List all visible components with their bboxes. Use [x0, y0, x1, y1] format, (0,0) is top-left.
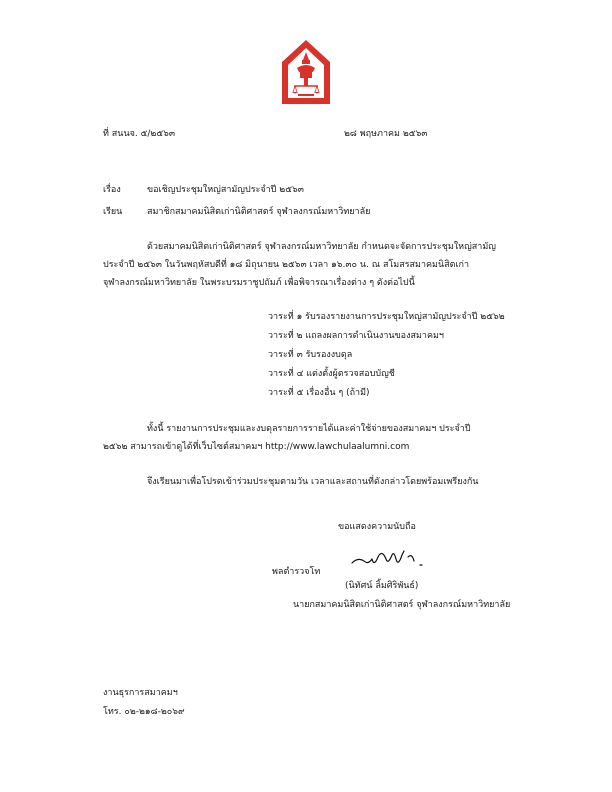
subject-text: ขอเชิญประชุมใหญ่สามัญประจำปี ๒๕๖๓ [147, 185, 304, 195]
reference-number: ที่ สนนจ. ๕/๒๕๖๓ [103, 129, 176, 139]
signer-name: (นิทัศน์ ลิ้มศิริพันธ์) [345, 581, 419, 591]
recipient-text: สมาชิกสมาคมนิสิตเก่านิติศาสตร์ จุฬาลงกรณ์มหาวิทยาลัย [147, 207, 371, 217]
closing-text: จึงเรียนมาเพื่อโปรดเข้าร่วมประชุมตามวัน เวลาและสถานที่ดังกล่าวโดยพร้อมเพรียงกัน [147, 477, 479, 487]
note-line-1: ทั้งนี้ รายงานการประชุมและงบดุลรายการรายได้และค่าใช้จ่ายของสมาคมฯ ประจำปี [147, 424, 471, 434]
agenda-item-3: วาระที่ ๓ รับรองงบดุล [268, 350, 353, 360]
agenda-item-5: วาระที่ ๕ เรื่องอื่น ๆ (ถ้ามี) [268, 388, 370, 398]
agenda-item-2: วาระที่ ๒ แถลงผลการดำเนินงานของสมาคมฯ [268, 331, 444, 341]
note-line-2: ๒๕๖๒ สามารถเข้าดูได้ที่เว็บไซต์สมาคมฯ http://www.lawchulaalumni.com [103, 442, 410, 452]
signer-rank: พลตำรวจโท [272, 567, 321, 577]
subject-label: เรื่อง [103, 185, 121, 195]
intro-line-3: จุฬาลงกรณ์มหาวิทยาลัย ในพระบรมราชูปถัมภ์ เพื่อพิจารณาเรื่องต่าง ๆ ดังต่อไปนี้ [103, 278, 415, 288]
agenda-item-1: วาระที่ ๑ รับรองรายงานการประชุมใหญ่สามัญประจำปี ๒๕๖๒ [268, 312, 505, 322]
footer-department: งานธุรการสมาคมฯ [103, 688, 178, 698]
university-seal-icon [280, 38, 332, 106]
intro-line-1: ด้วยสมาคมนิสิตเก่านิติศาสตร์ จุฬาลงกรณ์มหาวิทยาลัย กำหนดจะจัดการประชุมใหญ่สามัญ [147, 242, 496, 252]
signature-icon [348, 543, 438, 573]
intro-line-2: ประจำปี ๒๕๖๓ ในวันพฤหัสบดีที่ ๑๘ มิถุนายน ๒๕๖๓ เวลา ๑๖.๓๐ น. ณ สโมสรสมาคมนิสิตเก่า [103, 260, 470, 270]
signer-position: นายกสมาคมนิสิตเก่านิติศาสตร์ จุฬาลงกรณ์มหาวิทยาลัย [293, 600, 511, 610]
agenda-item-4: วาระที่ ๔ แต่งตั้งผู้ตรวจสอบบัญชี [268, 369, 395, 379]
regards-text: ขอแสดงความนับถือ [338, 522, 416, 532]
footer-phone: โทร. ๐๒-๒๑๘-๒๐๖๙ [103, 707, 185, 717]
letter-date: ๒๘ พฤษภาคม ๒๕๖๓ [344, 129, 428, 139]
recipient-label: เรียน [103, 207, 123, 217]
